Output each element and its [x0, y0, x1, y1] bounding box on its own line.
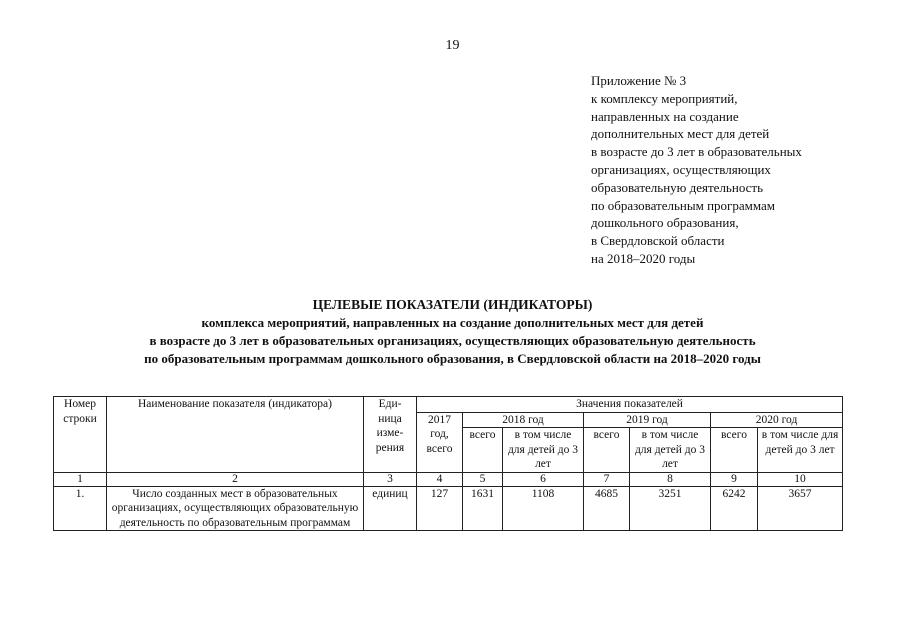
appendix-line: направленных на создание — [591, 108, 739, 124]
header-unit: Еди-ница изме-рения — [364, 397, 417, 473]
appendix-line: в Свердловской области — [591, 233, 725, 249]
header-under3: в том числе для детей до 3 лет — [630, 428, 711, 473]
column-number: 7 — [584, 472, 630, 486]
appendix-line: по образовательным программам — [591, 197, 776, 213]
column-number: 1 — [54, 472, 107, 486]
header-row — [54, 397, 843, 413]
column-number: 9 — [711, 472, 758, 486]
column-number: 5 — [463, 472, 503, 486]
appendix-line: в возрасте до 3 лет в образовательных — [591, 144, 802, 160]
appendix-line: образовательную деятельность — [591, 179, 764, 195]
document-title — [0, 296, 905, 368]
indicators-table — [53, 396, 843, 531]
header-total: всего — [584, 428, 630, 473]
column-number: 6 — [503, 472, 584, 486]
appendix-line: Приложение № 3 — [591, 73, 687, 88]
header-year-2017: 2017 год, всего — [417, 412, 463, 472]
header-year-2018: 2018 год — [463, 412, 584, 428]
title-line: по образовательным программам дошкольного образования, в Свердловской области на 2018–2020 годы — [144, 351, 761, 366]
header-values: Значения показателей — [417, 397, 843, 413]
indicator-name: Число созданных мест в образовательных организациях, осуществляющих образовательную деятельность по образовательным программам — [107, 486, 364, 531]
column-number: 4 — [417, 472, 463, 486]
column-number: 3 — [364, 472, 417, 486]
column-number-row — [54, 472, 843, 486]
value-2018-under3: 1108 — [503, 486, 584, 531]
appendix-line: дополнительных мест для детей — [591, 126, 770, 142]
header-total: всего — [711, 428, 758, 473]
value-2017: 127 — [417, 486, 463, 531]
header-year-2020: 2020 год — [711, 412, 843, 428]
column-number: 10 — [758, 472, 843, 486]
appendix-line: на 2018–2020 годы — [591, 250, 696, 266]
unit-cell: единиц — [364, 486, 417, 531]
header-row-number: Номер строки — [54, 397, 107, 473]
value-2018-total: 1631 — [463, 486, 503, 531]
title-heading: ЦЕЛЕВЫЕ ПОКАЗАТЕЛИ (ИНДИКАТОРЫ) — [312, 297, 593, 312]
value-2019-total: 4685 — [584, 486, 630, 531]
appendix-line: организациях, осуществляющих — [591, 161, 771, 177]
value-2020-under3: 3657 — [758, 486, 843, 531]
header-under3: в том числе для детей до 3 лет — [503, 428, 584, 473]
header-indicator-name: Наименование показателя (индикатора) — [107, 397, 364, 473]
value-2019-under3: 3251 — [630, 486, 711, 531]
table-row — [54, 486, 843, 531]
header-year-2019: 2019 год — [584, 412, 711, 428]
page-number: 19 — [445, 38, 460, 53]
value-2020-total: 6242 — [711, 486, 758, 531]
title-line: в возрасте до 3 лет в образовательных организациях, осуществляющих образовательную деятельность — [149, 333, 756, 348]
appendix-line: дошкольного образования, — [591, 215, 739, 231]
appendix-line: к комплексу мероприятий, — [591, 90, 738, 106]
column-number: 8 — [630, 472, 711, 486]
title-line: комплекса мероприятий, направленных на создание дополнительных мест для детей — [201, 315, 704, 330]
header-under3: в том числе для детей до 3 лет — [758, 428, 843, 473]
row-number: 1. — [54, 486, 107, 531]
column-number: 2 — [107, 472, 364, 486]
appendix-note — [591, 72, 802, 268]
header-total: всего — [463, 428, 503, 473]
